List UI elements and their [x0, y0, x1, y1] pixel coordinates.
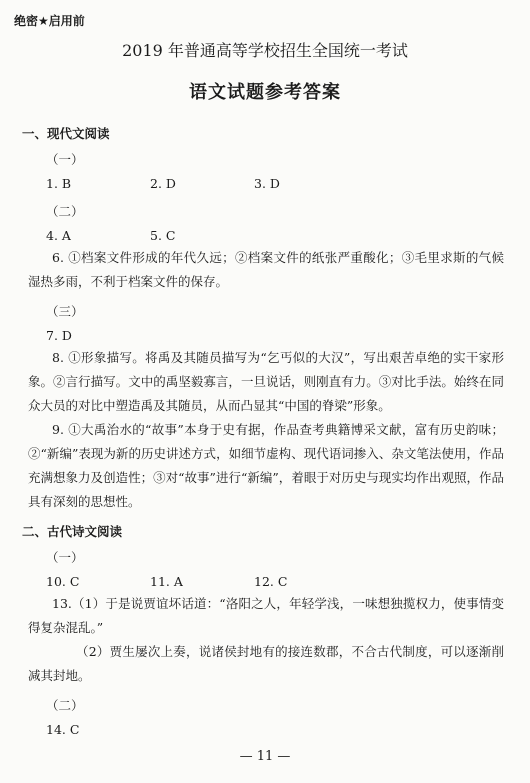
answer-12: 12. C — [254, 574, 288, 589]
subsection-1-1: （一） — [46, 152, 84, 167]
answer-10: 10. C — [46, 574, 80, 589]
doc-title: 语文试题参考答案 — [189, 82, 341, 103]
answer-2: 2. D — [150, 176, 176, 191]
answer-13-2: （2）贾生屡次上奏，说诸侯封地有的接连数郡，不合古代制度，可以逐渐削减其封地。 — [28, 644, 504, 683]
answer-9: 9. ①大禹治水的“故事”本身于史有据，作品查考典籍博采文献，富有历史韵味；②“新编”表现为新的历史讲述方式，如细节虚构、现代语词掺入、杂文笔法使用，作品充满想象力及创造性；③对“故事”进行“新编”，着眼于对历史与现实均作出观照，作品具有深刻的思想性。 — [28, 422, 504, 509]
answer-6: 6. ①档案文件形成的年代久远；②档案文件的纸张严重酸化；③毛里求斯的气候湿热多雨，不利于档案文件的保存。 — [28, 250, 504, 289]
exam-title: 2019 年普通高等学校招生全国统一考试 — [122, 41, 408, 60]
subsection-1-3: （三） — [46, 304, 84, 319]
answer-3: 3. D — [254, 176, 280, 191]
subsection-1-2: （二） — [46, 204, 84, 219]
section-1-title: 一、现代文阅读 — [22, 126, 110, 141]
answer-14: 14. C — [46, 722, 80, 737]
answer-4: 4. A — [46, 228, 71, 243]
answer-5: 5. C — [150, 228, 176, 243]
answer-7: 7. D — [46, 328, 72, 343]
answer-11: 11. A — [150, 574, 183, 589]
answer-1: 1. B — [46, 176, 72, 191]
subsection-2-2: （二） — [46, 698, 84, 713]
page-number: — 11 — — [239, 749, 291, 764]
secret-mark: 绝密★启用前 — [14, 14, 85, 28]
answer-8: 8. ①形象描写。将禹及其随员描写为“乞丐似的大汉”，写出艰苦卓绝的实干家形象。②言行描写。文中的禹坚毅寡言，一旦说话，则刚直有力。③对比手法。始终在同众大员的对比中塑造禹及其随员，从而凸显其“中国的脊梁”形象。 — [28, 350, 504, 413]
subsection-2-1: （一） — [46, 550, 84, 565]
section-2-title: 二、古代诗文阅读 — [22, 524, 123, 539]
answer-13-1: 13.（1）于是说贾谊坏话道：“洛阳之人，年轻学浅，一味想独揽权力，使事情变得复杂混乱。” — [28, 596, 504, 635]
